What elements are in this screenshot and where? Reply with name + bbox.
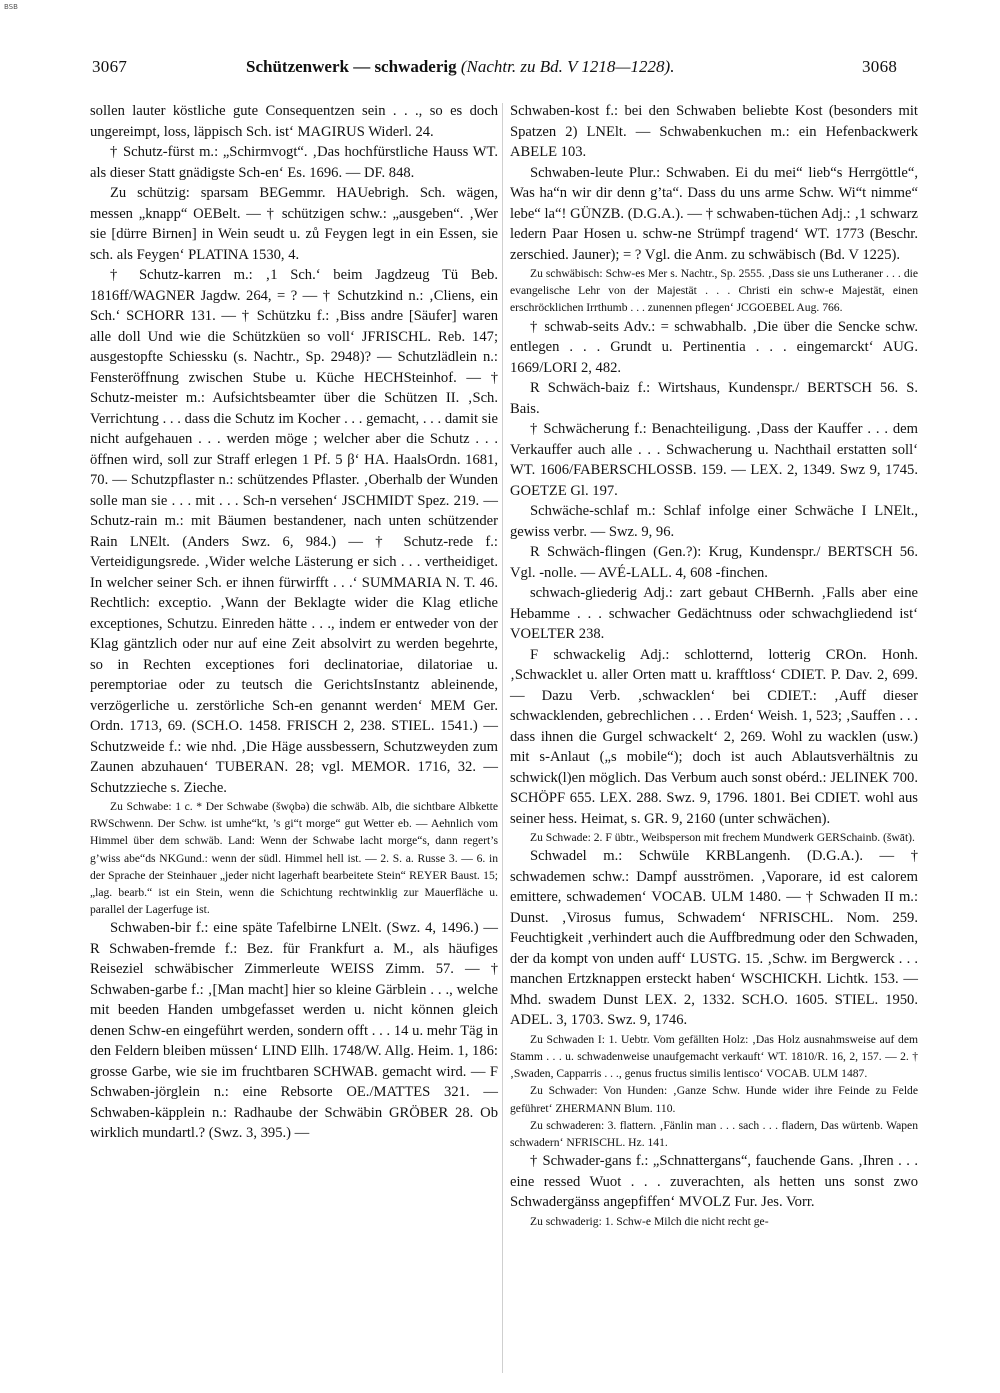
entry-paragraph: Zu schwaderig: 1. Schw-e Milch die nicht recht ge-	[530, 1214, 769, 1228]
entry-paragraph: Schwaben-kost f.: bei den Schwaben beliebte Kost (besonders mit Spatzen 2) LNElt. — Schwabenkuchen m.: ein Hefenbackwerk ABELE 103.	[510, 103, 918, 160]
entry-paragraph: Schwäche-schlaf m.: Schlaf infolge einer Schwäche I LNElt., gewiss verbr. — Swz. 9, 96.	[510, 503, 918, 540]
entry-paragraph: Zu Schwader: Von Hunden: ‚Ganze Schw. Hunde wider ihre Feinde zu Felde geführet‘ ZHERMANN Blum. 110.	[510, 1084, 918, 1115]
entry-paragraph: schwach-gliederig Adj.: zart gebaut CHBernh. ‚Falls aber eine Hebamme . . . schwacher Gedächtnuss oder schwachgliedend ist‘ VOELTER 238.	[510, 585, 918, 643]
entry-paragraph: R Schwäch-baiz f.: Wirtshaus, Kundenspr./ BERTSCH 56. S. Bais.	[510, 380, 918, 417]
entry-paragraph: Zu Schwaden I: 1. Uebtr. Vom gefällten Holz: ‚Das Holz ausnahmsweise auf dem Stamm . . . u. schwadenweise unaufgemacht verkauft‘ WT. 1810/R. 16, 2, 157. — 2. † ‚Swaden, Capparris . . ., genus fructus similis lentisco‘ VOCAB. ULM 1487.	[510, 1032, 918, 1081]
entry-paragraph: R Schwäch-flingen (Gen.?): Krug, Kundenspr./ BERTSCH 56. Vgl. -nolle. — AVÉ-LALL. 4, 608 -finchen.	[510, 544, 918, 581]
entry-paragraph: † Schwader-gans f.: „Schnattergans“, fauchende Gans. ‚Ihren . . . eine ressed Wuot . . . zuverachten, als hetten uns sonst zwo Schwadergänss angepfiffen‘ MVOLZ Fur. Jes. Vorr.	[510, 1153, 918, 1211]
entry-paragraph: † Schutz-karren m.: ‚1 Sch.‘ beim Jagdzeug Tü Beb. 1816ff/WAGNER Jagdw. 264, = ? — † Schutzkind n.: ‚Cliens, ein Sch.‘ SCHORR 131. — † Schützku f.: ‚Biss andre [Säufer] waren alle doll Und wie die Schützküen so voll‘ JFRISCHL. Reb. 147; ausgestopfte Schiessku (s. Nachtr., Sp. 2948)? — Schutzlädlein n.: Fensteröffnung zwischen Stube u. Küche HECHSteinhof. — † Schutz-meister m.: Aufsichtsbeamter über die Schützen II. ‚Sch. Verrichtung . . . dass die Schutz im Kocher . . . gemacht, . . . damit sie nicht aufgehauen . . . werden möge ; welcher aber die Schutz . . . öffnen wird, soll zur Straff erlegen 1 Pf. 5 β‘ HA. HaalsOrdn. 1681, 70. — Schutzpflaster n.: schützendes Pflaster. ‚Oberhalb der Wunden solle man sie . . . mit . . . Sch-n versehen‘ JSCHMIDT Spez. 219. — Schutz-rain m.: mit Bäumen bestandener, nach unten schützender Rain LNElt. (Anders Swz. 6, 984.) — † Schutz-rede f.: Verteidigungsrede. ‚Wider welche Lästerung er sich . . . vertheidiget. In welcher seiner Sch. er ihnen fürwirfft . . .‘ SUMMARIA N. T. 46. Rechtlich: exceptio. ‚Wann der Beklagte wider die Klag etliche exceptiones, Schutzu. Einreden hätte . . ., indem er entweder von der Klag gäntzlich oder nur auf eine Zeit absolvirt zu werden begehrte, so in Rechten exceptiones fori declinatoriae, dilatoriae u. peremptoriae oder zu teutsch die GerichtsInstantz ableinende, verzögerliche u. zerstörliche Sch-en genannt werden‘ MEM Ger. Ordn. 1713, 69. (SCH.O. 1458. FRISCH 2, 238. STIEL. 1541.) — Schutzweide f.: wie nhd. ‚Die Häge aussbessern, Schutzweyden zum Zaunen abzuhauen‘ TUBERAN. 28; vgl. MEMOR. 1716, 32. — Schutzzieche s. Zieche.	[90, 267, 498, 796]
left-column	[90, 101, 498, 1144]
library-stamp: BSB	[4, 3, 18, 11]
entry-paragraph: † Schutz-fürst m.: „Schirmvogt“. ‚Das hochfürstliche Hauss WT. als dieser Statt gnädigste Sch-en‘ Es. 1696. — DF. 848.	[90, 144, 498, 181]
entry-paragraph: Zu Schwade: 2. F übtr., Weibsperson mit frechem Mundwerk GERSchainb. (šwāt).	[530, 831, 915, 845]
entry-paragraph: † schwab-seits Adv.: = schwabhalb. ‚Die über die Sencke schw. entlegen . . . Grundt u. Pertinentia . . . eingemarckt‘ AUG. 1669/LORI 2, 482.	[510, 318, 918, 376]
entry-paragraph: Zu Schwabe: 1 c. * Der Schwabe (šwǫbə) die schwäb. Alb, die sichtbare Albkette RWSchwenn. Der Schw. ist umhe“kt, ’s gi“t morge“ gut Wetter eb. — Aehnlich vom Himmel über dem schwäb. Land: Wenn der Schwabe lacht morge“s, dann regert’s g’wiss abe“ds NKGund.: wenn der südl. Himmel hell ist. — 2. S. a. Russe 3. — 6. in der Sprache der Steinhauer „jeder nicht lagerhaft bearbeitete Stein“ REYER Baust. 15; „lag. bearb.“ ist ein Stein, wenn die Schichtung rechtwinklig zur Mauerfläche u. parallel der Lagerfuge ist.	[90, 800, 498, 917]
right-column	[510, 101, 918, 1230]
entry-paragraph: Schwaben-leute Plur.: Schwaben. Ei du mei“ lieb“s Herrgöttle“, Was ha“n wir dir denn g’ta“. Dass du uns arme Schw. Wi“t nimme“ lebe“ la“! GÜNZB. (D.G.A.). — † schwaben-tüchen Adj.: ‚1 schwarz ledern Paar Hosen u. schw-ne Strümpf tragend‘ WT. 1773 (Beschr. zerschied. Jauner); = ? Vgl. die Anm. zu schwäbisch (Bd. V 1225).	[510, 164, 918, 263]
entry-paragraph: Zu schützig: sparsam BEGemmr. HAUebrigh. Sch. wägen, messen „knapp“ OEBelt. — † schützigen schw.: „ausgeben“. ‚Wer sie [dürre Birnen] in Wein seudt u. zů Feygen legt in ein Essen, sie sch. als Feygen‘ PLATINA 1530, 4.	[90, 185, 498, 263]
entry-paragraph: Schwaben-bir f.: eine späte Tafelbirne LNElt. (Swz. 4, 1496.) — R Schwaben-fremde f.: Bez. für Frankfurt a. M., als häufiges Reiseziel schwäbischer Zimmerleute WEISS Zimm. 57. — † Schwaben-garbe f.: ‚[Man macht] hier so kleine Gärblein . . ., welche mit beeden Handen umbgefasset werden u. nicht können gleich denen Schw-en eingeführt werden, sondern offt . . . 14 u. mehr Täg in den Feldern bleiben müssen‘ LIND Ellh. 1748/W. Allg. Heim. 1, 186: grosse Garbe, wie sie im fruchtbaren SCHWAB. gemacht wird. — F Schwaben-jörglein n.: eine Rebsorte OE./MATTES 321. — Schwaben-käpplein n.: Radhaube der Schwäbin GRÖBER 28. Ob wirklich mundartl.? (Swz. 3, 395.) —	[90, 920, 498, 1142]
page-number-left: 3067	[92, 57, 128, 76]
entry-paragraph: † Schwächerung f.: Benachteiligung. ‚Dass der Kauffer . . . dem Verkauffer auch alle . . . Schwacherung u. Nachthail erstatten soll‘ WT. 1606/FABERSCHLOSSB. 159. — LEX. 2, 1349. Swz 9, 1745. GOETZE Gl. 197.	[510, 421, 918, 499]
entry-paragraph: F schwackelig Adj.: schlotternd, lotterig CROn. Honh. ‚Schwacklet u. aller Orten matt u. krafftloss‘ CDIET. P. Dav. 2, 699. — Dazu Verb. ‚schwacklen‘ bei CDIET.: ‚Auff dieser schwacklenden, gebrechlichen . . . Erden‘ Weish. 1, 523; ‚Sauffen . . . dass ihnen die Gurgel schwackelt‘ 2, 269. Wohl zu wacklen (usw.) mit s-Anlaut („s mobile“); doch ist auch Ablautsverhältnis zu schwick(l)en möglich. Das Verbum auch sonst obérd.: JELINEK 700. SCHÖPF 655. LEX. 288. Swz. 9, 1796. 1801. Bei CDIET. wohl aus seiner hess. Heimat, s. GR. 9, 2160 (unter schwächen).	[510, 646, 918, 827]
entry-paragraph: Zu schwaderen: 3. flattern. ‚Fänlin man . . . sach . . . fladern, Das würtenb. Wapen schwadern‘ NFRISCHL. Hz. 141.	[510, 1118, 918, 1150]
running-header	[246, 57, 846, 77]
header-title: Schützenwerk — schwaderig	[246, 57, 457, 76]
column-divider	[502, 103, 503, 1373]
page-number-right: 3068	[862, 57, 898, 76]
header-subtitle: (Nachtr. zu Bd. V 1218—1228).	[460, 57, 675, 76]
entry-paragraph: sollen lauter köstliche gute Consequentzen sein . . ., so es doch ungereimpt, loss, läppisch Sch. ist‘ MAGIRUS Widerl. 24.	[90, 103, 498, 140]
entry-paragraph: Schwadel m.: Schwüle KRBLangenh. (D.G.A.). — † schwademen schw.: Dampf ausströmen. ‚Vaporare, id est calorem emittere, schwademen‘ VOCAB. ULM 1480. — † Schwaden II m.: Dunst. ‚Virosus fumus, Schwadem‘ NFRISCHL. Nom. 259. Feuchtigkeit ‚verhindert auch die Auffbredmung oder den Schwaden, der da kompt von unden auff‘ LUSTG. 15. ‚Schw. im Bergwerck . . . manchen Ertzknappen ersteckt haben‘ WSCHICKH. Lichtk. 153. — Mhd. swadem Dunst LEX. 2, 1332. SCH.O. 1605. STIEL. 1950. ADEL. 3, 1703. Swz. 9, 1746.	[510, 848, 918, 1029]
entry-paragraph: Zu schwäbisch: Schw-es Mer s. Nachtr., Sp. 2555. ‚Dass sie uns Lutheraner . . . die evangelische Lehr von der Majestät . . . Christi ein schw-e Majestät, einen erschröcklichen Irrthumb . . . zunennen pflegen‘ JCGOEBEL Aug. 766.	[510, 267, 918, 315]
